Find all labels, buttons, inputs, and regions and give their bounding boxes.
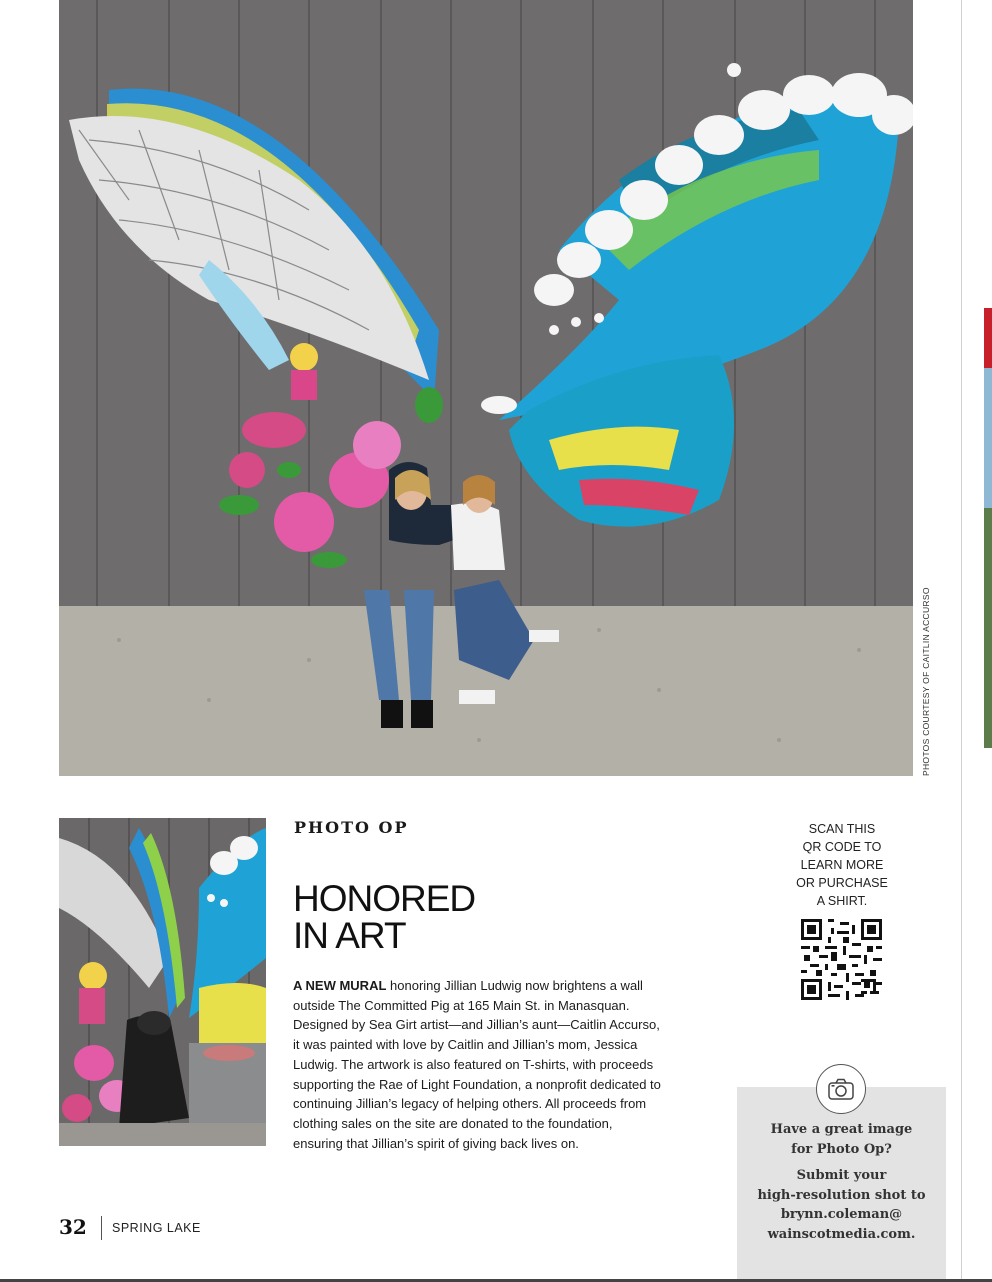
submit-instructions bbox=[737, 1166, 946, 1244]
footer-divider bbox=[101, 1216, 102, 1240]
qr-caption-line: A SHIRT. bbox=[816, 894, 868, 908]
submit-email-line[interactable]: brynn.coleman@ bbox=[780, 1207, 903, 1222]
body-lead-in: A NEW MURAL bbox=[293, 978, 387, 993]
adjacent-page-edge bbox=[961, 0, 992, 1282]
mural-hero-photo bbox=[59, 0, 913, 776]
edge-red-tab bbox=[984, 308, 992, 368]
section-name: SPRING LAKE bbox=[112, 1221, 201, 1235]
qr-caption-line: LEARN MORE bbox=[800, 858, 884, 872]
body-text: honoring Jillian Ludwig now brightens a wall outside The Committed Pig at 165 Main St. in Manasquan. Designed by Sea Girt artist—and Jillian’s aunt—Caitlin Accurso, it was painted with love by Caitlin and Jillian’s mom, Jessica Ludwig. The artwork is also featured on T-shirts, with proceeds supporting the Rae of Light Foundation, a nonprofit dedicated to continuing Jillian’s legacy of helping others. All proceeds from clothing sales on the site are donated to the foundation, ensuring that Jillian’s spirit of giving back lives on. bbox=[293, 978, 661, 1151]
artist-painting-photo bbox=[59, 818, 266, 1146]
camera-icon bbox=[816, 1064, 866, 1114]
submit-line: Submit your bbox=[796, 1168, 887, 1183]
edge-photo-sky bbox=[984, 368, 992, 508]
article-body bbox=[293, 976, 663, 1153]
submit-question-line: Have a great image bbox=[770, 1122, 913, 1137]
edge-photo-green bbox=[984, 508, 992, 748]
section-kicker: PHOTO OP bbox=[294, 818, 409, 837]
qr-caption-line: QR CODE TO bbox=[802, 840, 882, 854]
photo-credit: PHOTOS COURTESY OF CAITLIN ACCURSO bbox=[921, 587, 931, 776]
article-headline bbox=[293, 880, 475, 954]
submit-email-line[interactable]: wainscotmedia.com. bbox=[767, 1226, 916, 1242]
submit-line: high-resolution shot to bbox=[757, 1187, 926, 1203]
page-number: 32 bbox=[59, 1215, 87, 1239]
submit-question bbox=[737, 1120, 946, 1159]
headline-line-2: IN ART bbox=[293, 915, 406, 956]
headline-line-1: HONORED bbox=[293, 878, 476, 919]
qr-caption-line: OR PURCHASE bbox=[796, 876, 888, 890]
qr-code-icon[interactable] bbox=[801, 919, 882, 1000]
qr-caption-line: SCAN THIS bbox=[808, 822, 876, 836]
qr-caption bbox=[790, 820, 894, 910]
submit-question-line: for Photo Op? bbox=[791, 1141, 892, 1157]
